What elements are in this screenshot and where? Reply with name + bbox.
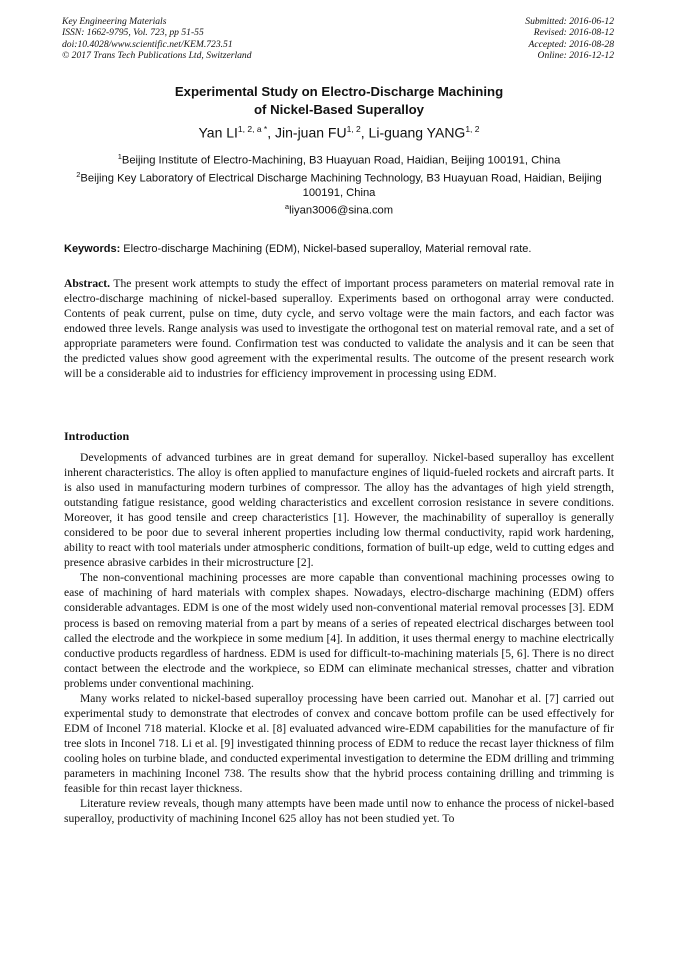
online-date: Online: 2016-12-12 bbox=[537, 50, 614, 62]
author-2: , Jin-juan FU bbox=[267, 124, 347, 141]
journal-name: Key Engineering Materials bbox=[62, 16, 167, 27]
copyright: © 2017 Trans Tech Publications Ltd, Switzerland bbox=[62, 50, 252, 62]
intro-paragraph-2: The non-conventional machining processes are more capable than conventional machining processes owing to ease of machining of hard materials with complex shapes. Nowadays, electro-discharge machining (EDM) offers considerable advantages. EDM is one of the most widely used non-conventional material removal processes [3]. EDM process is based on removing material from a part by means of a series of repeated electrical discharges between tool called the electrode and the workpiece in some medium [4]. In addition, it uses thermal energy to machine electrically conductive products regardless of hardness. EDM is used for difficult-to-machining materials [5, 6]. There is no direct contact between the electrode and the workpiece, so EDM can eliminate mechanical stresses, chatter and vibration problems under conventional machining. bbox=[64, 571, 614, 690]
revised-date: Revised: 2016-08-12 bbox=[533, 27, 614, 39]
doi: doi:10.4028/www.scientific.net/KEM.723.51 bbox=[62, 38, 233, 50]
section-heading-introduction: Introduction bbox=[64, 429, 130, 443]
paper-title bbox=[0, 83, 678, 119]
accepted-date: Accepted: 2016-08-28 bbox=[528, 38, 614, 50]
abstract-text: The present work attempts to study the effect of important process parameters on material removal rate in electro-discharge machining of nickel-based superalloy. Experiments based on orthogonal array were conducted. Contents of peak current, pulse on time, duty cycle, and servo voltage were the main factors, and each factor was endowed three levels. Range analysis was used to investigate the orthogonal test on material removal rate, and a set of appropriate parameters were found. Confirmation test was conducted to validate the analysis and it can be seen that the predicted values show good agreement with the experimental results. The outcome of the present research work will be a considerable aid to industries for efficiency improvement in processing using EDM. bbox=[64, 277, 614, 381]
author-list bbox=[0, 124, 678, 141]
keywords-label: Keywords: bbox=[64, 243, 121, 255]
title-line-2: of Nickel-Based Superalloy bbox=[253, 102, 425, 117]
title-line-1: Experimental Study on Electro-Discharge Machining bbox=[174, 84, 504, 99]
intro-paragraph-1: Developments of advanced turbines are in great demand for superalloy. Nickel-based superalloy has excellent inherent characteristics. The alloy is often applied to manufacture engines of liquid-fueled rockets and aircraft parts. It is also used in manufacturing modern turbines of compressor. The alloy has the advantages of high yield strength, outstanding fatigue resistance, good welding characteristics and excellent corrosion resistance in severe conditions. Moreover, it has good tensile and creep characteristics [1]. However, the machinability of superalloy is generally considered to be poor due to several inherent properties including low thermal conductivity, rapid work hardening, ability to react with tool materials under atmospheric conditions, formation of built-up edge, weld to cutting edges and presence abrasive carbides in their microstructure [2]. bbox=[64, 451, 614, 570]
introduction-body bbox=[64, 450, 614, 826]
submitted-date: Submitted: 2016-06-12 bbox=[525, 16, 614, 27]
abstract bbox=[64, 276, 614, 381]
author-3: , Li-guang YANG bbox=[360, 124, 466, 141]
affiliation-1: $^1$Beijing Institute of Electro-Machining, B3 Huayuan Road, Haidian, Beijing 100191, China bbox=[117, 152, 561, 167]
abstract-label: Abstract. bbox=[64, 277, 111, 290]
corresponding-email: $^a$liyan3006@sina.com bbox=[284, 202, 394, 217]
publication-dates bbox=[525, 16, 614, 62]
author-3-affiliation: 1, 2 bbox=[465, 124, 480, 134]
author-1-affiliation: 1, 2, a * bbox=[237, 124, 268, 134]
author-1: Yan LI bbox=[198, 124, 238, 141]
affiliation-2: $^2$Beijing Key Laboratory of Electrical Discharge Machining Technology, B3 Huayuan Road, Haidian, Beijing 100191, China bbox=[76, 170, 602, 200]
affiliations bbox=[60, 150, 618, 201]
keywords-text: Electro-discharge Machining (EDM), Nickel-based superalloy, Material removal rate. bbox=[120, 243, 532, 255]
intro-paragraph-3: Many works related to nickel-based superalloy processing have been carried out. Manohar et al. [7] carried out experimental study to demonstrate that electrodes of convex and concave bottom profile can be used effectively for EDM of Inconel 718 material. Klocke et al. [8] evaluated advanced wire-EDM capabilities for the manufacture of fir tree slots in Inconel 718. Li et al. [9] investigated thinning process of EDM to reduce the recast layer thickness of film cooling holes on turbine blade, and conducted experimental investigation to determine the EDM drilling and trimming parameters in machining Inconel 738. The results show that the hybrid process containing drilling and trimming is feasible for thin recast layer thickness. bbox=[64, 691, 614, 796]
publication-info bbox=[62, 16, 252, 62]
author-2-affiliation: 1, 2 bbox=[346, 124, 361, 134]
keywords bbox=[64, 243, 616, 255]
intro-paragraph-4: Literature review reveals, though many attempts have been made until now to enhance the process of nickel-based superalloy, productivity of machining Inconel 625 alloy has not been studied yet. To bbox=[64, 797, 614, 826]
issn: ISSN: 1662-9795, Vol. 723, pp 51-55 bbox=[62, 27, 204, 39]
